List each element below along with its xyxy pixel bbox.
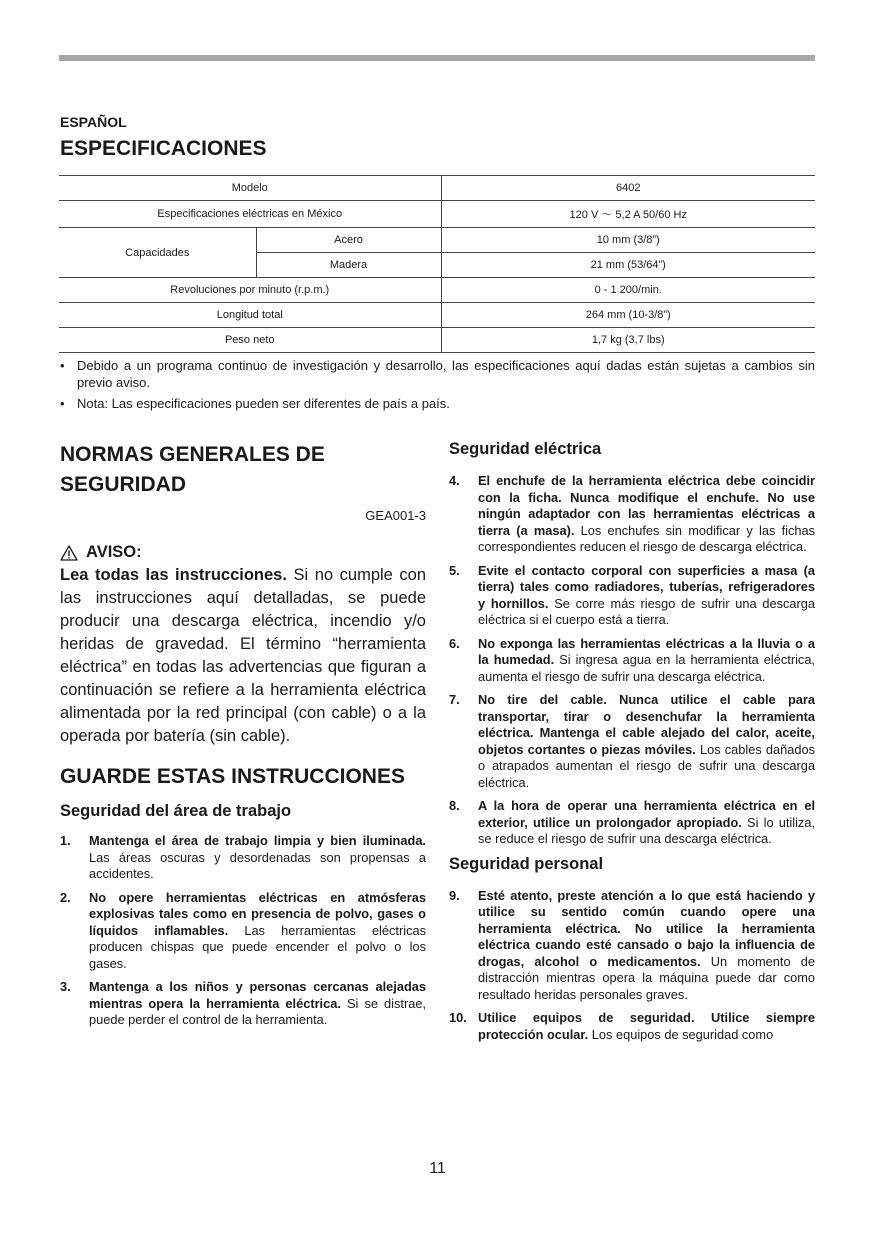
right-column [449,440,815,1050]
item-number: 2. [60,889,71,905]
spec-value: 264 mm (10-3/8”) [441,303,815,328]
item-bold: Evite el contacto corporal con superficies a masa (a tierra) tales como radiadores, tuberías, refrigeradores y hornillos. [478,562,815,611]
spec-label: Especificaciones eléctricas en México [59,201,441,228]
spec-value: 6402 [441,176,815,201]
personal-safety-list [449,888,815,1044]
page-title: ESPECIFICACIONES [60,137,267,160]
area-safety-list [60,833,426,1029]
list-item [60,890,426,973]
bullet: • [60,358,65,373]
document-code: GEA001-3 [365,508,426,523]
table-row [59,176,815,201]
list-item [449,563,815,629]
electrical-heading: Seguridad eléctrica [449,440,602,458]
language-label: ESPAÑOL [60,114,127,130]
table-row [59,303,815,328]
note-text: Debido a un programa continuo de investigación y desarrollo, las especificaciones aquí dadas están sujetas a cambios sin previo aviso. [77,358,815,390]
spec-label: Revoluciones por minuto (r.p.m.) [59,278,441,303]
item-number: 6. [449,635,460,651]
item-number: 5. [449,562,460,578]
item-bold: El enchufe de la herramienta eléctrica debe coincidir con la ficha. Nunca modifique el enchufe. No use ningún adaptador con las herramientas eléctricas a tierra (a masa). [478,473,815,538]
item-text: Las áreas oscuras y desordenadas son propensas a accidentes. [89,849,426,881]
item-text: Un momento de distracción mientras opera la máquina puede dar como resultado heridas personales graves. [478,953,815,1002]
item-text: Si se distrae, puede perder el control de la herramienta. [89,995,427,1027]
table-row [59,201,815,228]
bullet: • [60,396,65,411]
list-item [449,636,815,686]
item-bold: Mantenga a los niños y personas cercanas alejadas mientras opera la herramienta eléctrica. [89,979,426,1011]
list-item [449,1010,815,1043]
table-row [59,278,815,303]
item-number: 4. [449,473,460,488]
item-text: Si ingresa agua en la herramienta eléctrica, aumenta el riesgo de sufrir una descarga eléctrica. [478,652,815,684]
note-text: Nota: Las especificaciones pueden ser diferentes de país a país. [77,396,450,411]
list-item [449,473,815,556]
list-item [60,833,426,883]
item-number: 7. [449,692,460,707]
item-text: Las herramientas eléctricas producen chispas que puede encender el polvo o los gases. [89,922,426,971]
left-column [60,440,426,1036]
warning-paragraph [60,564,426,748]
item-bold: No exponga las herramientas eléctricas a la lluvia o a la humedad. [478,635,815,667]
specifications-table [59,175,815,353]
spec-label: Peso neto [59,328,441,353]
item-number: 1. [60,833,71,848]
spec-label: Longitud total [59,303,441,328]
item-number: 10. [449,1010,467,1025]
item-bold: Utilice equipos de seguridad. Utilice siempre protección ocular. [478,1010,815,1042]
item-bold: No opere herramientas eléctricas en atmósferas explosivas tales como en presencia de polvo, gases o líquidos inflamables. [89,889,426,938]
list-item [449,692,815,791]
table-row [59,328,815,353]
list-item [449,888,815,1004]
lead-text: Si no cumple con las instrucciones aquí detalladas, se puede producir una descarga eléctrica, incendio y/o heridas de gravedad. El término “herramienta eléctrica” en todas las advertencias que figuran a continuación se refiere a la herramienta eléctrica alimentada por la red principal (con cable) o a la operada por batería (sin cable). [60,566,427,745]
area-heading: Seguridad del área de trabajo [60,802,292,820]
lead-bold: Lea todas las instrucciones. [60,566,287,584]
personal-heading: Seguridad personal [449,854,604,873]
top-rule [59,55,815,61]
spec-label: Capacidades [59,228,256,278]
spec-value: 120 V ～ 5,2 A 50/60 Hz [441,201,815,228]
spec-notes [60,357,815,416]
guarde-heading: GUARDE ESTAS INSTRUCCIONES [60,765,405,788]
list-item [449,798,815,848]
item-text: Se corre más riesgo de sufrir una descarga eléctrica si el cuerpo está a tierra. [478,595,815,627]
item-text: Los enchufes sin modificar y las fichas correspondientes reducen el riesgo de descarga eléctrica. [478,522,815,554]
spec-sublabel: Madera [256,253,441,278]
spec-value: 1,7 kg (3,7 lbs) [441,328,815,353]
warning-heading [60,543,426,562]
spec-sublabel: Acero [256,228,441,253]
item-text: Si lo utiliza, se reduce el riesgo de sufrir una descarga eléctrica. [478,814,816,846]
list-item [60,979,426,1029]
item-number: 9. [449,887,460,903]
list-item [60,395,815,412]
item-number: 3. [60,979,71,994]
spec-value: 21 mm (53/64”) [441,253,815,278]
item-bold: Esté atento, preste atención a lo que está haciendo y utilice su sentido común cuando opere una herramienta eléctrica. No utilice la herramienta eléctrica cuando esté cansado o bajo la influencia de drogas, alcohol o medicamentos. [478,887,815,969]
page-number: 11 [429,1160,446,1177]
spec-value: 0 - 1 200/min. [441,278,815,303]
spec-label: Modelo [59,176,441,201]
list-item [60,357,815,391]
electrical-safety-list [449,473,815,848]
spec-value: 10 mm (3/8”) [441,228,815,253]
item-bold: No tire del cable. Nunca utilice el cable para transportar, tirar o desenchufar la herramienta eléctrica. Mantenga el cable alejado del calor, aceite, objetos cortantes o piezas móviles. [478,692,815,757]
table-row [59,228,815,253]
item-text: Los cables dañados o atrapados aumentan el riesgo de sufrir una descarga eléctrica. [478,741,816,790]
item-number: 8. [449,798,460,813]
item-text: Los equipos de seguridad como [588,1026,774,1042]
warning-triangle-icon [60,545,78,561]
item-bold: A la hora de operar una herramienta eléctrica en el exterior, utilice un prolongador apropiado. [478,798,815,830]
normas-heading: NORMAS GENERALES DE SEGURIDAD [60,443,325,496]
item-bold: Mantenga el área de trabajo limpia y bien iluminada. [89,833,426,848]
warning-label: AVISO: [86,543,142,561]
